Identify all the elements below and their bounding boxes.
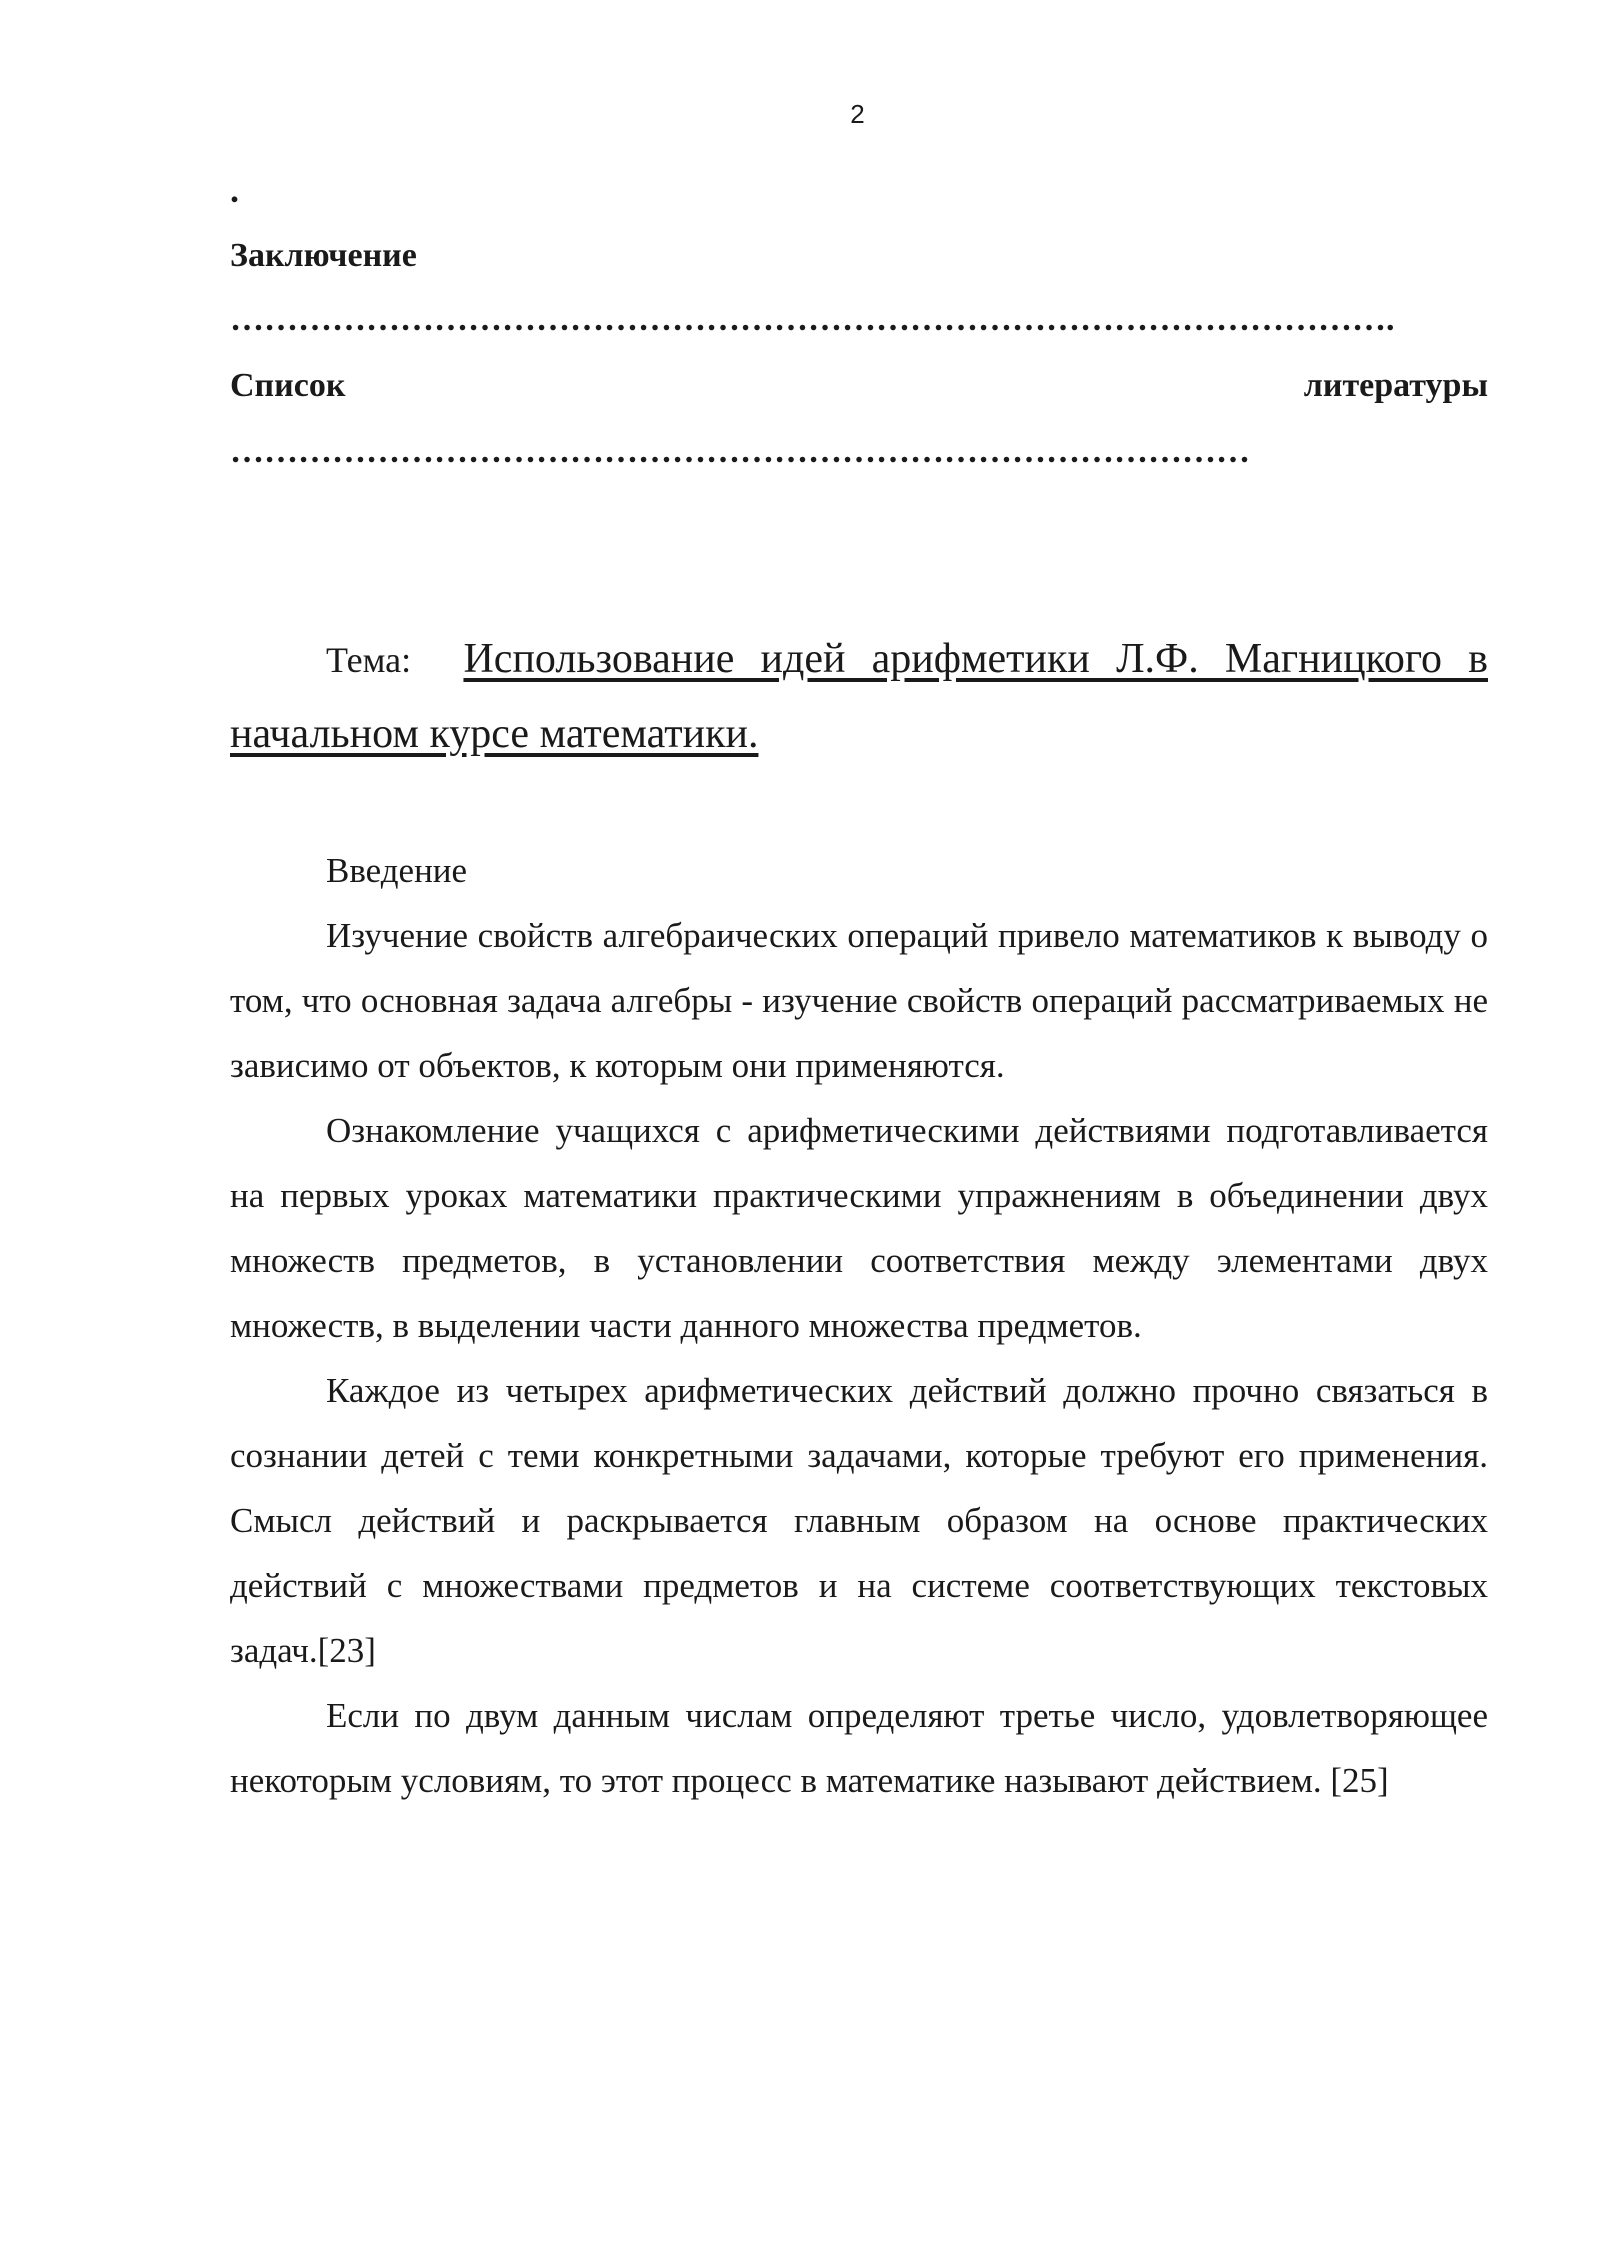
topic — [230, 622, 1488, 771]
toc-literature — [230, 366, 1488, 406]
toc-conclusion: Заключение — [230, 237, 417, 274]
toc-dot-leader-2: ……………………………………………………………………………… — [230, 433, 1250, 470]
topic-text: Использование идей арифметики Л.Ф. Магницкого в начальном курсе математики. — [230, 636, 1488, 757]
topic-label: Тема: — [326, 640, 412, 680]
page-number: 2 — [850, 99, 865, 129]
toc-literature-right: литературы — [1303, 367, 1488, 404]
paragraph: Изучение свойств алгебраических операций привело математиков к выводу о том, что основная задача алгебры - изучение свойств операций рассматриваемых не зависимо от объектов, к которым они применяются. — [230, 916, 1488, 1085]
paragraph: Ознакомление учащихся с арифметическими действиями подготавливается на первых уроках математики практическими упражнениям в объединении двух множеств предметов, в установлении соответствия между элементами двух множеств, в выделении части данного множества предметов. — [230, 1111, 1488, 1345]
paragraph: Если по двум данным числам определяют третье число, удовлетворяющее некоторым условиям, то этот процесс в математике называют действием. [25] — [230, 1696, 1488, 1800]
toc-bullet: . — [230, 170, 239, 210]
section-heading: Введение — [326, 851, 468, 890]
paragraph: Каждое из четырех арифметических действий должно прочно связаться в сознании детей с теми конкретными задачами, которые требуют его применения. Смысл действий и раскрывается главным образом на основе практических действий с множествами предметов и на системе соответствующих текстовых задач.[23] — [230, 1371, 1488, 1670]
toc-literature-left: Список — [230, 367, 346, 404]
toc-dot-leader-1: …………………………………………………………………………………………. — [230, 301, 1395, 338]
body-text — [230, 838, 1488, 1813]
